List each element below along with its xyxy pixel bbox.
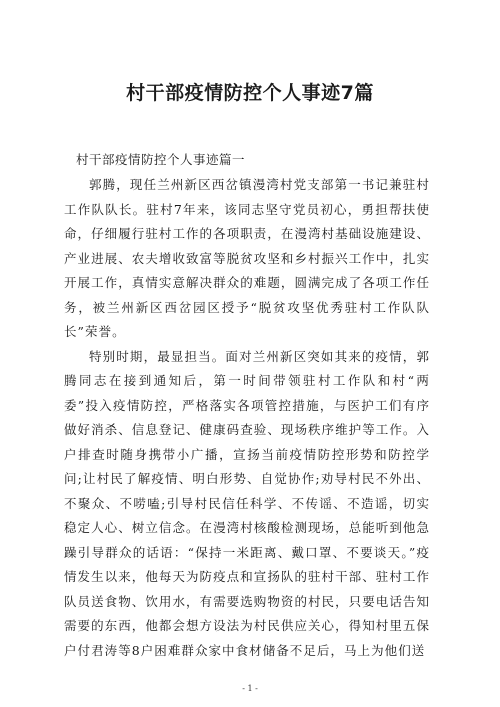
- paragraph-1: 郭腾，现任兰州新区西岔镇漫湾村党支部第一书记兼驻村工作队队长。驻村7年来，该同志坚守党员初心，勇担帮扶使命，仔细履行驻村工作的各项职责，在漫湾村基础设施建设、产业进展、农夫增收致富等脱贫攻坚和乡村振兴工作中，扎实开展工作，真情实意解决群众的难题，圆满完成了各项工作任务，被兰州新区西岔园区授予“脱贫攻坚优秀驻村工作队队长”荣誉。: [64, 177, 430, 339]
- document-body: [64, 173, 430, 663]
- document-title: 村干部疫情防控个人事迹7篇: [126, 82, 374, 104]
- section-heading: 村干部疫情防控个人事迹篇一: [76, 152, 246, 167]
- page-number: - 1 -: [242, 684, 258, 693]
- paragraph-2: 特别时期，最显担当。面对兰州新区突如其来的疫情，郭腾同志在接到通知后，第一时间带领驻村工作队和村“两委”投入疫情防控，严格落实各项管控措施，与医护工们有序做好消杀、信息登记、健康码查验、现场秩序维护等工作。入户排查时随身携带小广播，宣扬当前疫情防控形势和防控学问;让村民了解疫情、明白形势、自觉协作;劝导村民不外出、不聚众、不唠嗑;引导村民信任科学、不传谣、不造谣，切实稳定人心、树立信念。在漫湾村核酸检测现场，总能听到他急躁引导群众的话语：“保持一米距离、戴口罩、不要谈天。”疫情发生以来，他每天为防疫点和宣扬队的驻村干部、驻村工作队员送食物、饮用水，有需要选购物资的村民，只要电话告知需要的东西，他都会想方设法为村民供应关心，得知村里五保户付君涛等8户困难群众家中食材储备不足后，马上为他们送: [64, 348, 430, 658]
